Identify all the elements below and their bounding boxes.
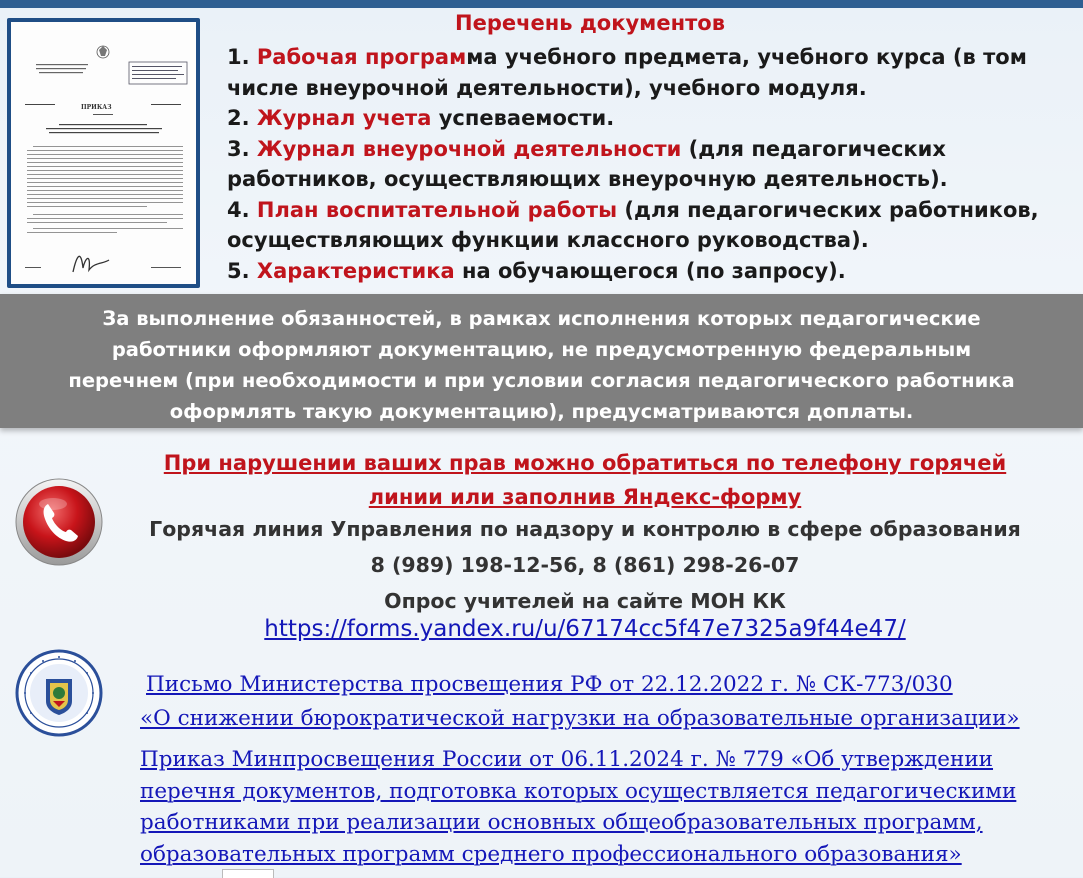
hotline-info — [100, 511, 1070, 619]
top-strip — [0, 0, 1083, 8]
payment-notice-line: За выполнение обязанностей, в рамках исполнения которых педагогические — [102, 307, 981, 330]
payment-notice-line: оформлять такую документацию), предусматриваются доплаты. — [169, 400, 914, 423]
list-item-highlight: Журнал внеурочной деятельности — [256, 136, 682, 161]
order-document-drawing — [11, 22, 196, 284]
list-item-highlight: План воспитательной работы — [256, 197, 618, 222]
list-item-number: 1. — [227, 45, 250, 69]
phone-icon — [15, 478, 103, 566]
list-item-number: 5. — [227, 258, 250, 283]
ministry-order-link[interactable] — [140, 744, 1040, 870]
ministry-emblem-icon — [15, 649, 103, 737]
ministry-letter-line[interactable]: «О снижении бюрократической нагрузки на образовательные организации» — [140, 706, 1020, 731]
ministry-order-line[interactable]: работниками при реализации основных общеобразовательных программ, — [140, 810, 983, 835]
list-item-number: 4. — [227, 197, 250, 222]
hotline-label: Горячая линия Управления по надзору и контролю в сфере образования — [149, 517, 1021, 541]
order-scan-heading: ПРИКАЗ — [81, 104, 112, 111]
list-item — [227, 195, 1077, 256]
hotline-phones: 8 (989) 198-12-56, 8 (861) 298-26-07 — [370, 553, 800, 577]
payment-notice-text — [0, 303, 1083, 427]
yandex-form-link[interactable]: https://forms.yandex.ru/u/67174cc5f47e7325a9f44e47/ — [264, 616, 906, 642]
list-item — [227, 256, 1077, 287]
page-title: Перечень документов — [455, 11, 725, 35]
rights-violation-line[interactable]: При нарушении ваших прав можно обратиться по телефону горячей — [163, 451, 1007, 475]
list-item-text: (для педагогических работников, осуществляющих внеурочную деятельность). — [227, 136, 948, 191]
order-document-scan — [7, 18, 200, 288]
survey-label: Опрос учителей на сайте МОН КК — [384, 589, 786, 613]
list-item-text: на обучающегося (по запросу). — [454, 258, 846, 283]
list-item — [227, 103, 1077, 134]
list-item-number: 3. — [227, 136, 250, 161]
list-item-highlight: Рабочая програм — [256, 45, 467, 69]
ministry-order-line[interactable]: Приказ Минпросвещения России от 06.11.2024 г. № 779 «Об утверждении — [140, 747, 994, 772]
list-item — [227, 42, 1077, 103]
list-item-highlight: Журнал учета — [256, 106, 432, 130]
list-item-number: 2. — [227, 106, 250, 130]
list-item-text: (для педагогических работников, осуществляющих функции классного руководства). — [227, 197, 1039, 252]
ministry-letter-line[interactable]: Письмо Министерства просвещения РФ от 22.12.2022 г. № СК-773/030 — [146, 672, 953, 697]
ministry-order-line[interactable]: образовательных программ среднего профессионального образования» — [140, 841, 962, 867]
list-item-text: успеваемости. — [431, 106, 615, 130]
order-document-page — [11, 22, 196, 284]
list-item-highlight: Характеристика — [256, 258, 455, 283]
ministry-letter-link[interactable] — [140, 668, 1040, 736]
ministry-order-line[interactable]: перечня документов, подготовка которых осуществляется педагогическими — [140, 778, 1017, 804]
payment-notice-line: работники оформляют документацию, не предусмотренную федеральным — [111, 338, 972, 361]
documents-list — [227, 42, 1077, 286]
list-item-text: ма учебного предмета, учебного курса (в том числе внеурочной деятельности), учебного модуля. — [227, 45, 1027, 100]
payment-notice-line: перечнем (при необходимости и при условии согласия педагогического работника — [68, 369, 1015, 392]
rights-violation-line[interactable]: линии или заполнив Яндекс-форму — [368, 485, 802, 509]
list-item — [227, 134, 1077, 195]
rights-violation-notice[interactable] — [120, 446, 1050, 514]
